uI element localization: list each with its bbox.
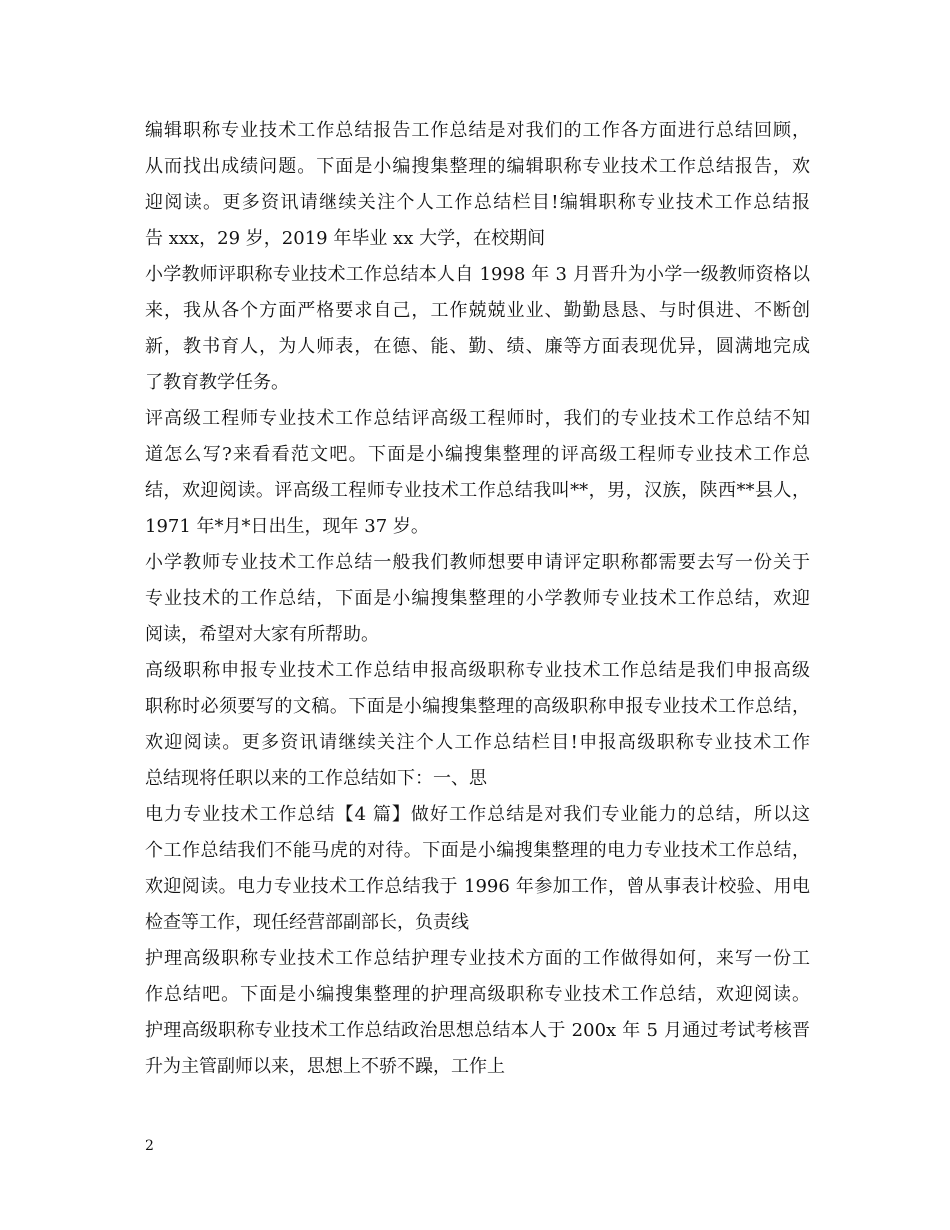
text-line: 总结现将任职以来的工作总结如下：一、思 [145, 768, 487, 789]
text-line: 个工作总结我们不能马虎的对待。下面是小编搜集整理的电力专业技术工作总结， [145, 840, 810, 861]
text-line: 告 xxx，29 岁，2019 年毕业 xx 大学，在校期间 [145, 228, 546, 249]
text-line: 职称时必须要写的文稿。下面是小编搜集整理的高级职称申报专业技术工作总结， [145, 696, 810, 717]
text-line: 小学教师专业技术工作总结一般我们教师想要申请评定职称都需要去写一份关于 [145, 552, 810, 573]
paragraph-7 [145, 941, 810, 1085]
paragraph-6 [145, 797, 810, 941]
text-line: 电力专业技术工作总结【4 篇】做好工作总结是对我们专业能力的总结，所以这 [145, 804, 810, 825]
paragraph-5 [145, 653, 810, 797]
text-line: 了教育教学任务。 [145, 372, 289, 393]
text-line: 阅读，希望对大家有所帮助。 [145, 624, 379, 645]
paragraph-2 [145, 257, 810, 401]
text-line: 道怎么写?来看看范文吧。下面是小编搜集整理的评高级工程师专业技术工作总 [145, 444, 810, 465]
paragraph-3 [145, 401, 810, 545]
text-line: 结，欢迎阅读。评高级工程师专业技术工作总结我叫**，男，汉族，陕西**县人， [145, 480, 810, 501]
paragraph-1 [145, 113, 810, 257]
text-line: 编辑职称专业技术工作总结报告工作总结是对我们的工作各方面进行总结回顾， [145, 120, 810, 141]
text-line: 从而找出成绩问题。下面是小编搜集整理的编辑职称专业技术工作总结报告，欢 [145, 156, 810, 177]
text-line: 护理高级职称专业技术工作总结护理专业技术方面的工作做得如何，来写一份工 [145, 948, 810, 969]
text-line: 高级职称申报专业技术工作总结申报高级职称专业技术工作总结是我们申报高级 [145, 660, 810, 681]
text-line: 新，教书育人，为人师表，在德、能、勤、绩、廉等方面表现优异，圆满地完成 [145, 336, 810, 357]
text-line: 检查等工作，现任经营部副部长，负责线 [145, 912, 469, 933]
text-line: 来，我从各个方面严格要求自己，工作兢兢业业、勤勤恳恳、与时俱进、不断创 [145, 300, 810, 321]
text-line: 欢迎阅读。更多资讯请继续关注个人工作总结栏目!申报高级职称专业技术工作 [145, 732, 810, 753]
text-line: 1971 年*月*日出生，现年 37 岁。 [145, 516, 429, 537]
document-body [145, 113, 810, 1085]
text-line: 迎阅读。更多资讯请继续关注个人工作总结栏目!编辑职称专业技术工作总结报 [145, 192, 810, 213]
page-number: 2 [145, 1138, 154, 1154]
text-line: 升为主管副师以来，思想上不骄不躁，工作上 [145, 1056, 505, 1077]
text-line: 评高级工程师专业技术工作总结评高级工程师时，我们的专业技术工作总结不知 [145, 408, 810, 429]
text-line: 作总结吧。下面是小编搜集整理的护理高级职称专业技术工作总结，欢迎阅读。 [145, 984, 810, 1005]
text-line: 欢迎阅读。电力专业技术工作总结我于 1996 年参加工作，曾从事表计校验、用电 [145, 876, 810, 897]
paragraph-4 [145, 545, 810, 653]
text-line: 专业技术的工作总结，下面是小编搜集整理的小学教师专业技术工作总结，欢迎 [145, 588, 810, 609]
text-line: 小学教师评职称专业技术工作总结本人自 1998 年 3 月晋升为小学一级教师资格以 [145, 264, 810, 285]
text-line: 护理高级职称专业技术工作总结政治思想总结本人于 200x 年 5 月通过考试考核晋 [145, 1020, 810, 1041]
